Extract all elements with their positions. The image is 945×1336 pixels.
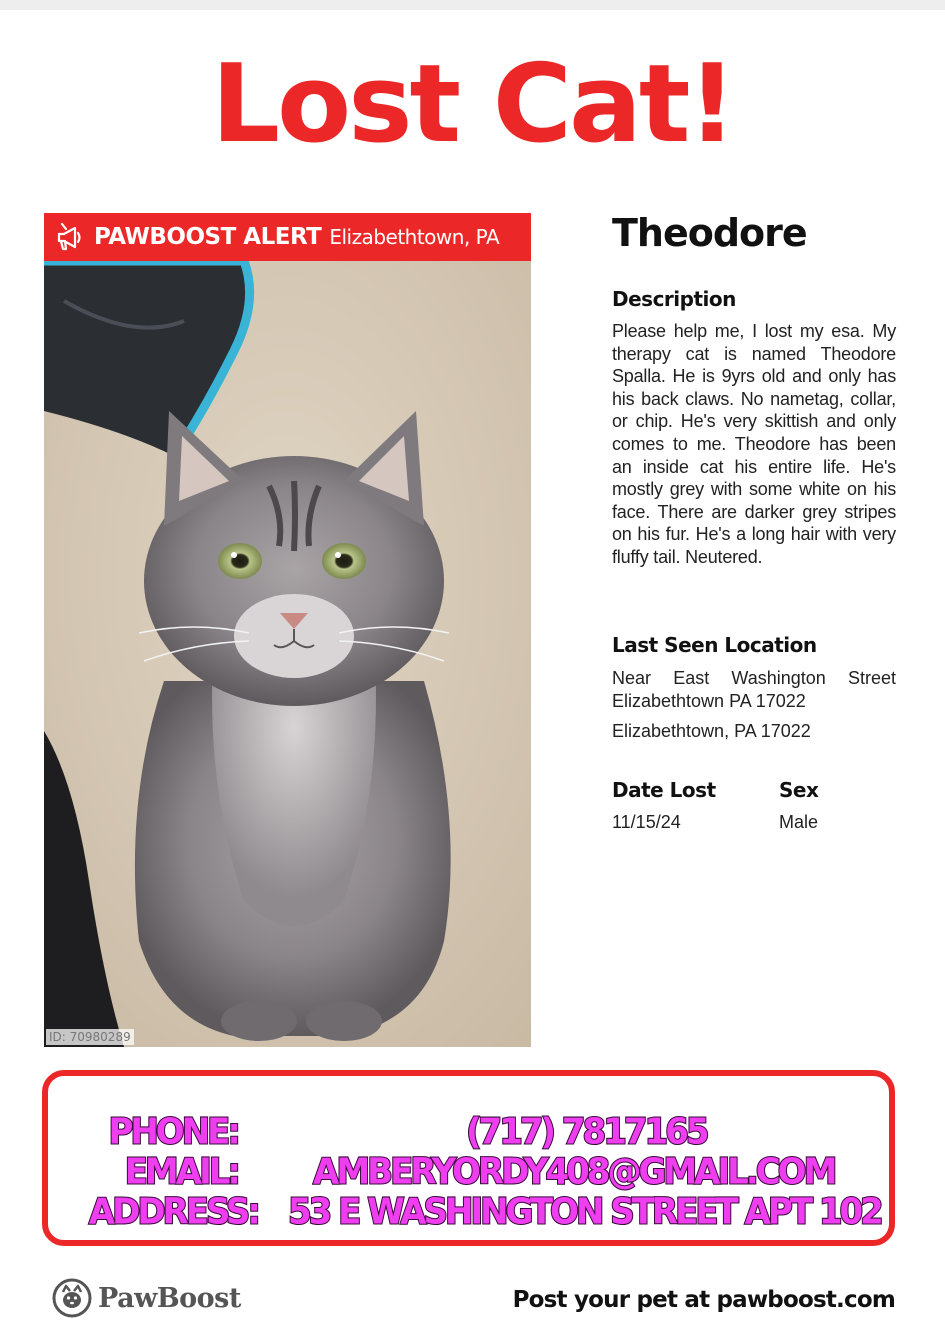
pawboost-brand: PawBoost: [98, 1282, 241, 1314]
last-seen-address: Near East Washington Street Elizabethtown PA 17022: [612, 668, 896, 711]
address-value: 53 E WASHINGTON STREET APT 102: [288, 1191, 881, 1233]
pet-name: Theodore: [612, 211, 807, 255]
pet-name-block: [612, 205, 896, 261]
description-text: Please help me, I lost my esa. My therapy cat is named Theodore Spalla. He is 9yrs old and only has his back claws. No nametag, collar, or chip. He's very skittish and only comes to me. Theodore has been an inside cat his entire life. He's mostly grey with some white on his face. There are darker grey stripes on his fur. He's a long hair with very fluffy tail. Neutered.: [612, 321, 896, 567]
phone-value: (717) 7817165: [466, 1111, 707, 1153]
pawboost-logo: [52, 1278, 241, 1318]
phone-row: [48, 1112, 889, 1152]
contact-box: [42, 1070, 895, 1246]
email-label: EMAIL:: [124, 1151, 238, 1193]
date-lost-value: 11/15/24: [612, 812, 681, 832]
address-row: [48, 1192, 889, 1232]
megaphone-icon: [54, 222, 84, 252]
date-lost-heading: Date Lost: [612, 778, 716, 802]
alert-location: Elizabethtown, PA: [329, 225, 500, 249]
sex-heading: Sex: [779, 778, 819, 802]
description-heading: Description: [612, 287, 736, 311]
email-row: [48, 1152, 889, 1192]
footer-cta: Post your pet at pawboost.com: [512, 1287, 895, 1313]
pawboost-dog-icon: [52, 1278, 92, 1318]
phone-label: PHONE:: [108, 1111, 238, 1153]
sex-value: Male: [779, 812, 819, 832]
cat-photo: [44, 261, 531, 1047]
headline: Lost Cat!: [211, 42, 734, 167]
photo-id: ID: 70980289: [46, 1029, 134, 1045]
alert-banner: [44, 213, 531, 261]
pet-photo-card: [44, 213, 531, 1047]
top-strip: [0, 0, 945, 10]
last-seen-city: Elizabethtown, PA 17022: [612, 721, 811, 741]
address-label: ADDRESS:: [88, 1191, 258, 1233]
email-value: AMBERYORDY408@GMAIL.COM: [313, 1151, 835, 1193]
last-seen-heading: Last Seen Location: [612, 633, 817, 657]
alert-title: PAWBOOST ALERT: [94, 224, 322, 250]
